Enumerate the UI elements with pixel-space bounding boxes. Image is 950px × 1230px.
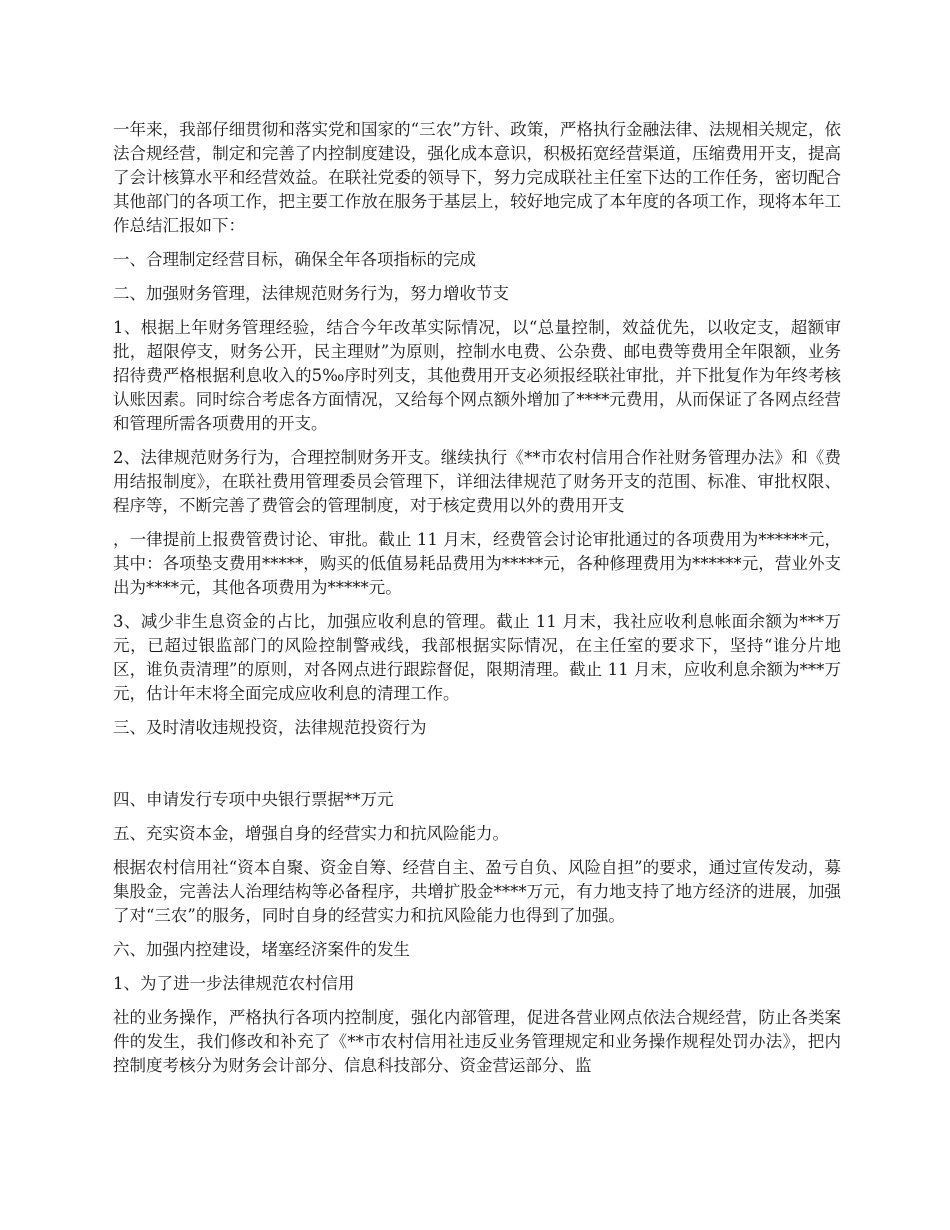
section-heading-6: 六、加强内控建设，堵塞经济案件的发生 [113,940,410,959]
body-paragraph: 1、为了进一步法律规范农村信用 [113,974,355,993]
document-body [113,118,841,1088]
body-paragraph: 1、根据上年财务管理经验，结合今年改革实际情况，以“总量控制，效益优先，以收定支，超额审批，超限停支，财务公开，民主理财”为原则，控制水电费、公杂费、邮电费等费用全年限额，业务招待费严格根据利息收入的5‰序时列支，其他费用开支必须报经联社审批，并下批复作为年终考核认账因素。同时综合考虑各方面情况，又给每个网点额外增加了****元费用，从而保证了各网点经营和管理所需各项费用的开支。 [113,318,841,433]
section-heading-1: 一、合理制定经营目标，确保全年各项指标的完成 [113,250,476,269]
body-paragraph: ，一律提前上报费管费讨论、审批。截止 11 月末，经费管会讨论审批通过的各项费用为******元，其中：各项垫支费用*****，购买的低值易耗品费用为*****元，各种修理费用为******元，营业外支出为****元，其他各项费用为*****元。 [113,530,841,597]
section-heading-4: 四、申请发行专项中央银行票据**万元 [113,790,394,809]
intro-paragraph: 一年来，我部仔细贯彻和落实党和国家的“三农”方针、政策，严格执行金融法律、法规相关规定，依法合规经营，制定和完善了内控制度建设，强化成本意识，积极拓宽经营渠道，压缩费用开支，提高了会计核算水平和经营效益。在联社党委的领导下，努力完成联社主任室下达的工作任务，密切配合其他部门的各项工作，把主要工作放在服务于基层上，较好地完成了本年度的各项工作，现将本年工作总结汇报如下： [113,120,841,235]
section-heading-5: 五、充实资本金，增强自身的经营实力和抗风险能力。 [113,824,509,843]
body-paragraph: 根据农村信用社“资本自聚、资金自筹、经营自主、盈亏自负、风险自担”的要求，通过宣传发动，募集股金，完善法人治理结构等必备程序，共增扩股金****万元，有力地支持了地方经济的进展，加强了对“三农”的服务，同时自身的经营实力和抗风险能力也得到了加强。 [113,858,841,925]
body-paragraph: 3、减少非生息资金的占比，加强应收利息的管理。截止 11 月末，我社应收利息帐面余额为***万元，已超过银监部门的风险控制警戒线，我部根据实际情况，在主任室的要求下，坚持“谁分片地区，谁负责清理”的原则，对各网点进行跟踪督促，限期清理。截止 11 月末，应收利息余额为***万元，估计年末将全面完成应收利息的清理工作。 [113,612,841,703]
section-heading-3: 三、及时清收违规投资，法律规范投资行为 [113,718,427,737]
body-paragraph: 社的业务操作，严格执行各项内控制度，强化内部管理，促进各营业网点依法合规经营，防止各类案件的发生，我们修改和补充了《**市农村信用社违反业务管理规定和业务操作规程处罚办法》，把内控制度考核分为财务会计部分、信息科技部分、资金营运部分、监 [113,1008,841,1075]
body-paragraph: 2、法律规范财务行为，合理控制财务开支。继续执行《**市农村信用合作社财务管理办法》和《费用结报制度》，在联社费用管理委员会管理下，详细法律规范了财务开支的范围、标准、审批权限、程序等，不断完善了费管会的管理制度，对于核定费用以外的费用开支 [113,448,841,515]
section-heading-2: 二、加强财务管理，法律规范财务行为，努力增收节支 [113,284,509,303]
blank-space [113,750,841,788]
